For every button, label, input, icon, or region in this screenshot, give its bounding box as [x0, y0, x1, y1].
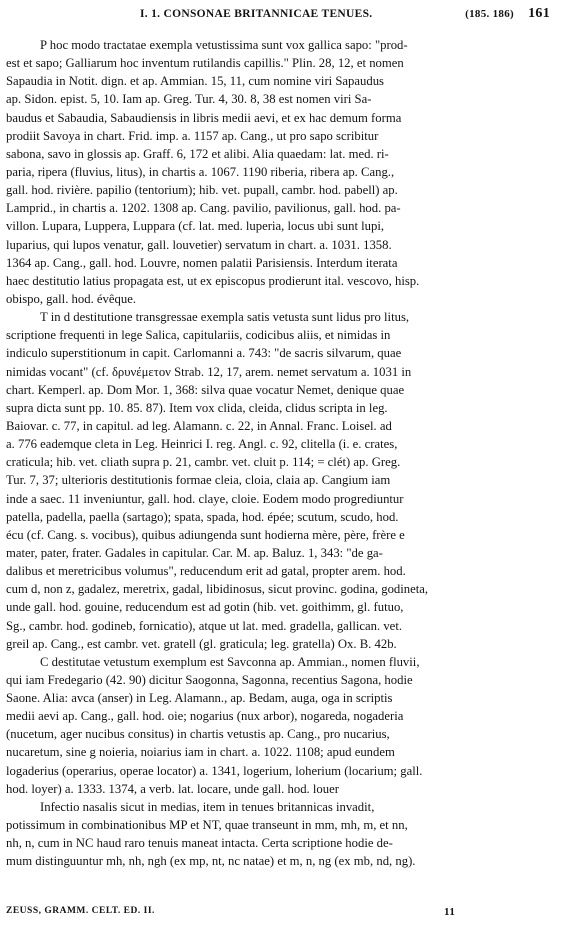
text-line: (nucetum, ager nucibus consitus) in chartis vetustis ap. Cang., pro nucarius, [6, 727, 390, 742]
paragraph [6, 36, 558, 308]
header-title: I. 1. CONSONAE BRITANNICAE TENUES. [140, 8, 373, 20]
text-line: qui iam Fredegario (42. 90) dicitur Saogonna, Sagonna, recentius Sagona, hodie [6, 672, 413, 687]
text-line: patella, padella, paella (sartago); spata, spada, hod. épée; scutum, scudo, hod. [6, 509, 399, 524]
text-line: scriptione frequenti in lege Salica, capitulariis, codicibus aliis, et nimidas in [6, 328, 391, 343]
page-footer [6, 904, 558, 922]
page-number: 161 [528, 6, 550, 21]
text-line: C destitutae vetustum exemplum est Savconna ap. Ammian., nomen fluvii, [40, 654, 420, 669]
text-line: Baiovar. c. 77, in capitul. ad leg. Alamann. c. 22, in Annal. Franc. Loisel. ad [6, 418, 392, 433]
text-line: Infectio nasalis sicut in medias, item in tenues britannicas invadit, [40, 799, 375, 814]
text-line: obispo, gall. hod. évêque. [6, 291, 137, 306]
footer-signature-number: 11 [444, 906, 456, 918]
text-line: chart. Kemperl. ap. Dom Mor. 1, 368: silva quae vocatur Nemet, denique quae [6, 382, 405, 397]
body-text [6, 36, 558, 870]
text-line: gall. hod. rivière. papilio (tentorium); hib. vet. pupall, cambr. hod. pabell) ap. [6, 183, 398, 198]
header-section-ref: (185. 186) [465, 8, 514, 20]
paragraph [6, 308, 558, 653]
text-line: medii aevi ap. Cang., gall. hod. oie; nogarius (nux arbor), nogareda, nogaderia [6, 709, 404, 724]
text-line: nucaretum, sine g noieria, noiarius iam in chart. a. 1022. 1108; apud eundem [6, 745, 395, 760]
text-line: unde gall. hod. gouine, reducendum est ad gotin (hib. vet. goithimm, gl. futuo, [6, 600, 404, 615]
text-line: nh, n, cum in NC haud raro tenuis maneat intacta. Certa scriptione hodie de- [6, 836, 393, 851]
text-line: Saone. Alia: avca (anser) in Leg. Alamann., ap. Bedam, auga, oga in scriptis [6, 691, 393, 706]
text-line: Lamprid., in chartis a. 1202. 1308 ap. Cang. pavilio, pavilionus, gall. hod. pa- [6, 201, 401, 216]
text-line: mum distinguuntur mh, nh, ngh (ex mp, nt, nc natae) et m, n, ng (ex mb, nd, ng). [6, 854, 416, 869]
text-line: mater, pater, frater. Gadales in capitular. Car. M. ap. Baluz. 1, 343: "de ga- [6, 545, 383, 560]
footer-signature: ZEUSS, GRAMM. CELT. ED. II. [6, 906, 155, 916]
text-line: hod. loyer) a. 1333. 1374, a verb. lat. locare, unde gall. hod. louer [6, 781, 339, 796]
text-line: greil ap. Cang., est cambr. vet. gratell (gl. graticula; leg. gratella) Ox. B. 42b. [6, 636, 397, 651]
running-header [18, 6, 550, 28]
text-line: luparius, qui lupos venatur, gall. louvetier) servatum in chart. a. 1031. 1358. [6, 237, 392, 252]
text-line: Tur. 7, 37; ulterioris destitutionis formae cleia, cloia, claia ap. Cangium iam [6, 473, 391, 488]
text-line: sabona, savo in glossis ap. Graff. 6, 172 et alibi. Alia quaedam: lat. med. ri- [6, 146, 389, 161]
paragraph [6, 798, 558, 871]
text-line: logaderius (operarius, operae locator) a. 1341, logerium, loherium (locarium; gall. [6, 763, 423, 778]
text-line: prodiit Savoya in chart. Frid. imp. a. 1157 ap. Cang., ut pro sapo scribitur [6, 128, 379, 143]
text-line: potissimum in combinationibus MP et NT, quae transeunt in mm, mh, m, et nn, [6, 818, 408, 833]
text-line: paria, ripera (fluvius, litus), in chartis a. 1067. 1190 riberia, ribera ap. Cang., [6, 164, 395, 179]
text-line: villon. Lupara, Luppera, Luppara (cf. lat. med. luperia, locus ubi sunt lupi, [6, 219, 385, 234]
text-line: T in d destitutione transgressae exempla satis vetusta sunt lidus pro litus, [40, 310, 410, 325]
text-line: ap. Sidon. epist. 5, 10. Iam ap. Greg. Tur. 4, 30. 8, 38 est nomen viri Sa- [6, 92, 372, 107]
text-line: P hoc modo tractatae exempla vetustissima sunt vox gallica sapo: "prod- [40, 38, 408, 52]
text-line: écu (cf. Cang. s. vocibus), quibus adiungenda sunt hodierna mère, père, frère e [6, 527, 405, 542]
text-line: haec destitutio latius propagata est, ut ex episcopus prodierunt ital. vescovo, hisp. [6, 273, 420, 288]
text-line: indiculo superstitionum in capit. Carlomanni a. 743: "de sacris silvarum, quae [6, 346, 402, 361]
text-line: a. 776 eademque cleta in Leg. Heinrici I. reg. Angl. c. 92, clitella (i. e. crates, [6, 437, 398, 452]
text-line: cum d, non z, gadalez, meretrix, gadal, libidinosus, sicut provinc. godina, godineta, [6, 582, 429, 597]
text-line: est et sapo; Galliarum hoc inventum rutilandis capillis." Plin. 28, 12, et nomen [6, 56, 404, 71]
text-line: supra dicta sunt pp. 10. 85. 87). Item vox clida, cleida, clidus scripta in leg. [6, 400, 388, 415]
text-line: dalibus et meretricibus volumus", reducendum erit ad gatal, propter arem. hod. [6, 564, 406, 579]
text-line: nimidas vocant" (cf. δρυνέμετον Strab. 12, 17, arem. nemet servatum a. 1031 in [6, 364, 412, 379]
text-line: baudus et Sabaudia, Sabaudiensis in libris medii aevi, et ex hac demum forma [6, 110, 402, 125]
paragraph [6, 653, 558, 798]
text-line: 1364 ap. Cang., gall. hod. Louvre, nomen palatii Parisiensis. Interdum iterata [6, 255, 398, 270]
text-line: craticula; hib. vet. cliath supra p. 21, cambr. vet. cluit p. 114; = clét) ap. Greg. [6, 455, 401, 470]
text-line: Sapaudia in Notit. dign. et ap. Ammian. 15, 11, cum nomine viri Sapaudus [6, 74, 384, 89]
text-line: Sg., cambr. hod. godineb, fornicatio), atque ut lat. med. gradella, gallican. vet. [6, 618, 403, 633]
text-line: inde a saec. 11 inveniuntur, gall. hod. claye, cloie. Eodem modo progrediuntur [6, 491, 404, 506]
